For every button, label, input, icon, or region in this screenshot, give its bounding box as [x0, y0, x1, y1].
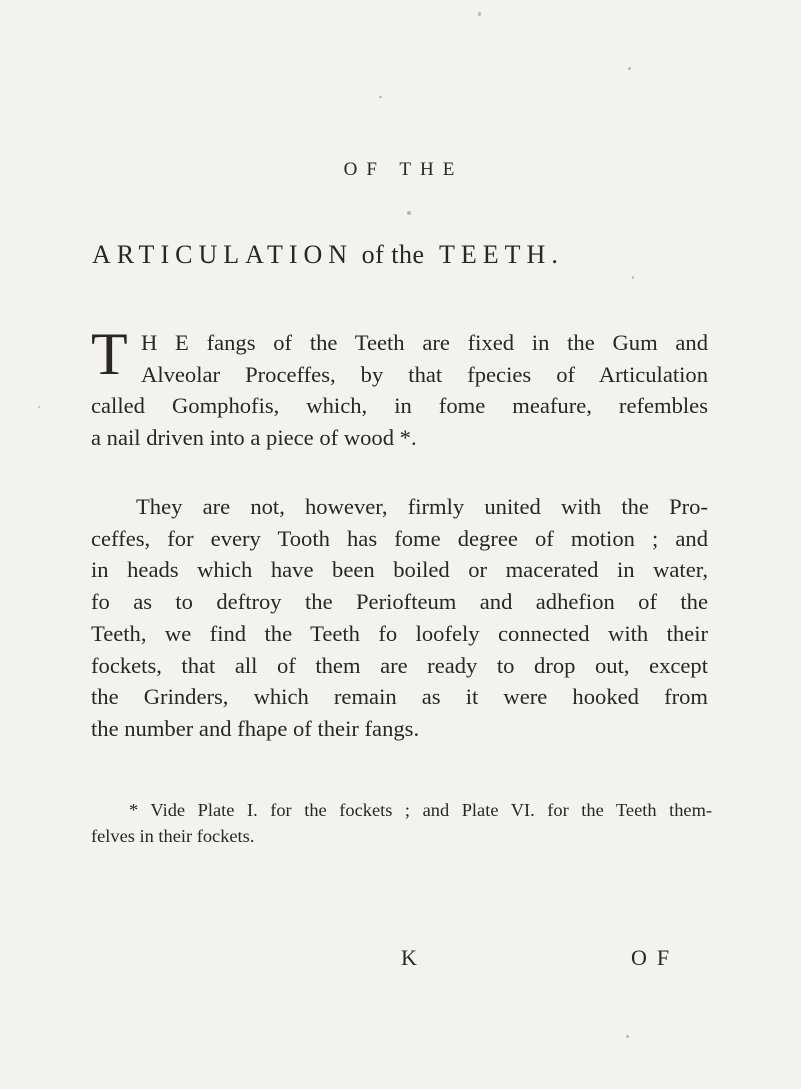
section-heading-small: OF THE — [343, 159, 464, 180]
title-teeth: TEETH. — [439, 240, 564, 269]
section-title — [92, 240, 564, 270]
paragraph-line: Alveolar Proceffes, by that fpecies of Articulation — [141, 361, 708, 387]
paper-speck — [38, 406, 40, 408]
paragraph-line: fockets, that all of them are ready to drop out, except — [91, 652, 708, 678]
footnote-line: felves in their fockets. — [91, 826, 255, 846]
paragraph-line: They are not, however, firmly united with the Pro- — [136, 494, 708, 519]
paragraph-line: Teeth, we find the Teeth fo loofely connected with their — [91, 620, 708, 646]
paragraph-line: the number and fhape of their fangs. — [91, 715, 420, 741]
paper-speck — [379, 96, 382, 98]
paragraph-line: a nail driven into a piece of wood *. — [91, 425, 417, 451]
paragraph-line: fo as to deftroy the Periofteum and adhefion of the — [91, 589, 708, 615]
paper-speck — [628, 67, 631, 70]
catchword: OF — [631, 945, 680, 970]
paragraph-1 — [91, 321, 708, 454]
paper-speck — [632, 276, 634, 279]
title-of-the: of the — [361, 240, 425, 269]
paragraph-line: called Gomphofis, which, in fome meafure, refembles — [91, 393, 708, 419]
signature-mark: K — [401, 945, 417, 970]
paragraph-line: ceffes, for every Tooth has fome degree of motion ; and — [91, 525, 708, 551]
footnote — [91, 797, 712, 849]
paragraph-line: in heads which have been boiled or macerated in water, — [91, 557, 708, 583]
paper-speck — [626, 1035, 629, 1038]
paragraph-line: H E fangs of the Teeth are fixed in the Gum and — [141, 330, 708, 355]
paper-speck — [478, 12, 481, 16]
paper-speck — [407, 211, 411, 215]
paragraph-2 — [91, 491, 708, 745]
paragraph-line: the Grinders, which remain as it were hooked from — [91, 684, 708, 710]
title-articulation: ARTICULATION — [92, 240, 354, 269]
drop-cap: T — [91, 321, 128, 387]
footnote-line: * Vide Plate I. for the fockets ; and Plate VI. for the Teeth them- — [129, 800, 712, 820]
